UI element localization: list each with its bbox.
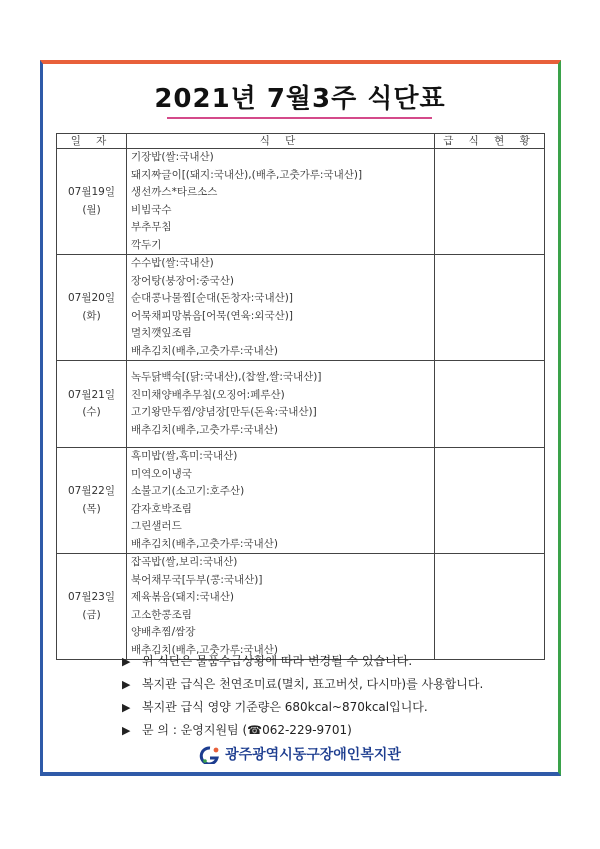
table-row [57,448,545,554]
status-cell [435,255,545,361]
menu-cell [127,149,435,255]
date-label: 07월21일 [67,388,115,401]
menu-item: 잡곡밥(쌀,보리:국내산) [131,556,238,568]
menu-item: 부추무침 [131,221,172,233]
weekday-label: (화) [82,309,101,322]
note-item: ▶ 복지관 급식 영양 기준량은 680kcal~870kcal입니다. [122,696,483,719]
date-cell [57,255,127,361]
menu-item: 진미채양배추무침(오징어:페루산) [131,388,285,401]
date-cell [57,361,127,448]
menu-item: 수수밥(쌀:국내산) [131,257,214,269]
org-name: 광주광역시동구장애인복지관 [225,747,401,763]
title-underline [167,117,432,119]
menu-item: 고소한콩조림 [131,608,192,621]
menu-table [56,133,545,660]
weekday-label: (수) [82,406,101,418]
date-cell [57,149,127,255]
menu-item: 배추김치(배추,고춧가루:국내산) [131,537,278,550]
weekday-label: (월) [82,203,101,216]
date-cell [57,448,127,554]
date-label: 07월19일 [67,186,115,198]
menu-item: 북어채무국[두부(콩:국내산)] [131,573,263,586]
menu-item: 그린샐러드 [131,520,182,532]
org-logo-icon [199,746,221,764]
status-cell [435,554,545,660]
weekday-label: (목) [82,502,101,515]
header-menu: 식 단 [127,134,435,149]
menu-item: 깍두기 [131,238,162,251]
menu-item: 생선까스*타르소스 [131,186,218,198]
menu-item: 기장밥(쌀:국내산) [131,151,214,163]
table-header-row [57,134,545,149]
menu-item: 미역오이냉국 [131,467,192,480]
header-status: 급 식 현 황 [435,134,545,149]
table-row [57,149,545,255]
menu-cell [127,361,435,448]
note-item: ▶ 위 식단은 물품수급상황에 따라 변경될 수 있습니다. [122,650,483,673]
menu-item: 녹두닭백숙[(닭:국내산),(찹쌀,쌀:국내산)] [131,371,322,383]
date-label: 07월22일 [67,485,115,497]
menu-item: 배추김치(배추,고춧가루:국내산) [131,423,278,436]
status-cell [435,448,545,554]
menu-cell [127,554,435,660]
status-cell [435,149,545,255]
menu-item: 고기왕만두찜/양념장[만두(돈육:국내산)] [131,406,317,418]
date-label: 07월20일 [67,292,115,304]
menu-item: 배추김치(배추,고춧가루:국내산) [131,344,278,357]
menu-item: 감자호박조림 [131,502,192,515]
header-date: 일 자 [57,134,127,149]
menu-item: 비빔국수 [131,203,172,216]
date-cell [57,554,127,660]
menu-item: 양배추찜/쌈장 [131,626,196,638]
menu-item: 흑미밥(쌀,흑미:국내산) [131,450,238,462]
menu-item: 어묵채피망볶음[어묵(연육:외국산)] [131,309,293,322]
menu-item: 제육볶음(돼지:국내산) [131,591,235,603]
arrow-icon: ▶ [122,701,131,714]
menu-cell [127,255,435,361]
notes-list [122,650,483,742]
footer-org [0,744,600,764]
menu-item: 돼지짜글이[(돼지:국내산),(배추,고춧가루:국내산)] [131,168,363,181]
table-row [57,361,545,448]
menu-cell [127,448,435,554]
menu-item: 멸치깻잎조림 [131,327,192,339]
menu-item: 배추김치(배추,고춧가루:국내산) [131,643,278,656]
menu-item: 순대콩나물찜[순대(돈창자:국내산)] [131,292,293,304]
table-row [57,554,545,660]
date-label: 07월23일 [67,591,115,603]
menu-item: 장어탕(붕장어:중국산) [131,274,235,287]
weekday-label: (금) [82,608,101,621]
table-row [57,255,545,361]
arrow-icon: ▶ [122,655,131,668]
status-cell [435,361,545,448]
arrow-icon: ▶ [122,724,131,737]
page-title: 2021년 7월3주 식단표 [154,84,446,114]
note-item: ▶ 문 의 : 운영지원팀 (☎062-229-9701) [122,719,483,742]
menu-item: 소불고기(소고기:호주산) [131,485,245,497]
arrow-icon: ▶ [122,678,131,691]
note-item: ▶ 복지관 급식은 천연조미료(멸치, 표고버섯, 다시마)를 사용합니다. [122,673,483,696]
